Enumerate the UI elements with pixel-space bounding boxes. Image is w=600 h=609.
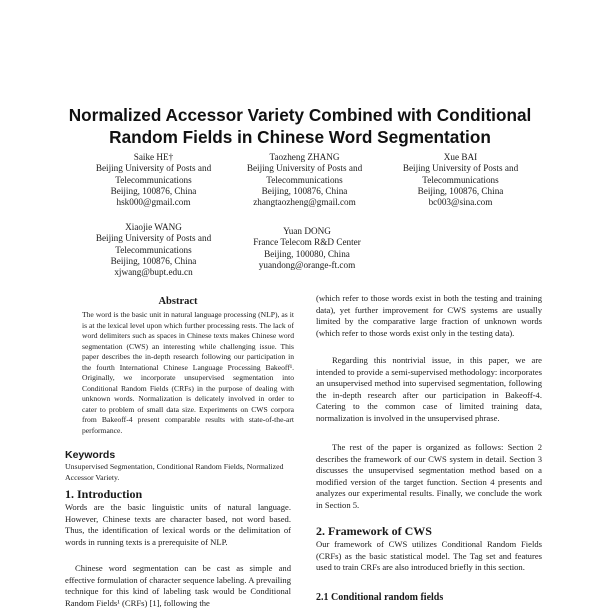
author-affiliation: Telecommunications: [115, 244, 192, 255]
keywords-text: Unsupervised Segmentation, Conditional Random Fields, Normalized Accessor Variety.: [65, 462, 284, 482]
author-address: Beijing, 100876, China: [261, 185, 348, 196]
author-address: Beijing, 100876, China: [417, 185, 504, 196]
author-block-3: [393, 152, 528, 208]
author-address: Beijing, 100080, China: [264, 248, 350, 259]
author-block-5: [237, 226, 377, 271]
author-affiliation: Beijing University of Posts and: [402, 163, 519, 174]
abstract-text: The word is the basic unit in natural language processing (NLP), as it is at the lexical level upon which further processing rests. The lack of word delimiters such as spaces in Chinese texts makes Chinese word segmentation (CWS) an interesting while challenging issue. This paper describes the in-depth research following our participation in the fourth International Chinese Language Processing Bakeoff¹. Originally, we incorporate unsupervised segmentation into Conditional Random Fields (CRFs) in the purpose of dealing with unknown words. Normalization is delicately involved in order to cater to problem of small data size. Experiments on CWS corpora from Bakeoff-4 present comparable results with state-of-the-art performance.: [82, 310, 294, 435]
author-address: Beijing, 100876, China: [110, 255, 197, 266]
framework-heading: 2. Framework of CWS: [316, 524, 432, 538]
author-address: Beijing, 100876, China: [110, 185, 197, 196]
author-affiliation: Telecommunications: [115, 174, 192, 185]
author-block-1: [86, 152, 221, 208]
introduction-paragraph-1: Words are the basic linguistic units of natural language. However, Chinese texts are character based, not word based. Thus, the identification of lexical words or the delimitation of words in running texts is a prerequisite of NLP.: [65, 502, 291, 547]
author-affiliation: Beijing University of Posts and: [95, 163, 212, 174]
introduction-heading: 1. Introduction: [65, 487, 143, 501]
title-line-1: Normalized Accessor Variety Combined with Conditional: [68, 105, 532, 125]
author-name: Xue BAI: [443, 152, 478, 162]
author-affiliation: Telecommunications: [422, 174, 499, 185]
right-paragraph-2: Regarding this nontrivial issue, in this paper, we are intended to provide a semi-supervised methodology: incorporates an unsupervised method into supervised segmentation, following the in-depth research after our participation in Bakeoff-4. Catering to the common case of limited training data, normalization is involved in the unsupervised phrase.: [316, 355, 542, 423]
author-email: yuandong@orange-ft.com: [258, 259, 356, 270]
author-block-4: [86, 222, 221, 278]
author-email: xjwang@bupt.edu.cn: [114, 267, 193, 278]
right-paragraph-3: The rest of the paper is organized as follows: Section 2 describes the framework of our CWS system in detail. Section 3 discusses the unsupervised segmentation method based on a modified version of the target function. Section 4 presents and analyzes our experimental results. Finally, we conclude the work in Section 5.: [316, 442, 542, 510]
introduction-paragraph-2: Chinese word segmentation can be cast as simple and effective formulation of character sequence labeling. A prevailing technique for this kind of labeling task would be Conditional Random Fields¹ (CRFs) [1], following the: [65, 563, 291, 608]
crf-subsection-heading: 2.1 Conditional random fields: [316, 592, 444, 603]
author-name: Yuan DONG: [283, 226, 331, 236]
author-affiliation: Telecommunications: [266, 174, 343, 185]
keywords-heading: Keywords: [65, 449, 116, 461]
author-email: bc003@sina.com: [428, 197, 493, 208]
author-affiliation: Beijing University of Posts and: [246, 163, 363, 174]
author-affiliation: Beijing University of Posts and: [95, 233, 212, 244]
author-name: Taozheng ZHANG: [269, 152, 340, 162]
author-name: Xiaojie WANG: [125, 222, 182, 232]
right-paragraph-1: (which refer to those words exist in both the testing and training data), yet further improvement for CWS systems are usually limited by the comparative large fraction of unknown words (which refer to those words exist only in the testing data).: [316, 293, 542, 338]
author-email: hsk000@gmail.com: [116, 197, 191, 208]
author-email: zhangtaozheng@gmail.com: [253, 197, 356, 208]
author-affiliation: France Telecom R&D Center: [253, 237, 361, 248]
paper-title: [40, 104, 560, 148]
framework-text: Our framework of CWS utilizes Conditional Random Fields (CRFs) as the basic statistical model. The Tag set and features used to train CRFs are also introduced briefly in this section.: [316, 539, 542, 573]
title-line-2: Random Fields in Chinese Word Segmentation: [109, 127, 491, 147]
author-block-2: [237, 152, 372, 208]
abstract-heading: Abstract: [158, 296, 198, 307]
author-name: Saike HE†: [133, 152, 174, 162]
